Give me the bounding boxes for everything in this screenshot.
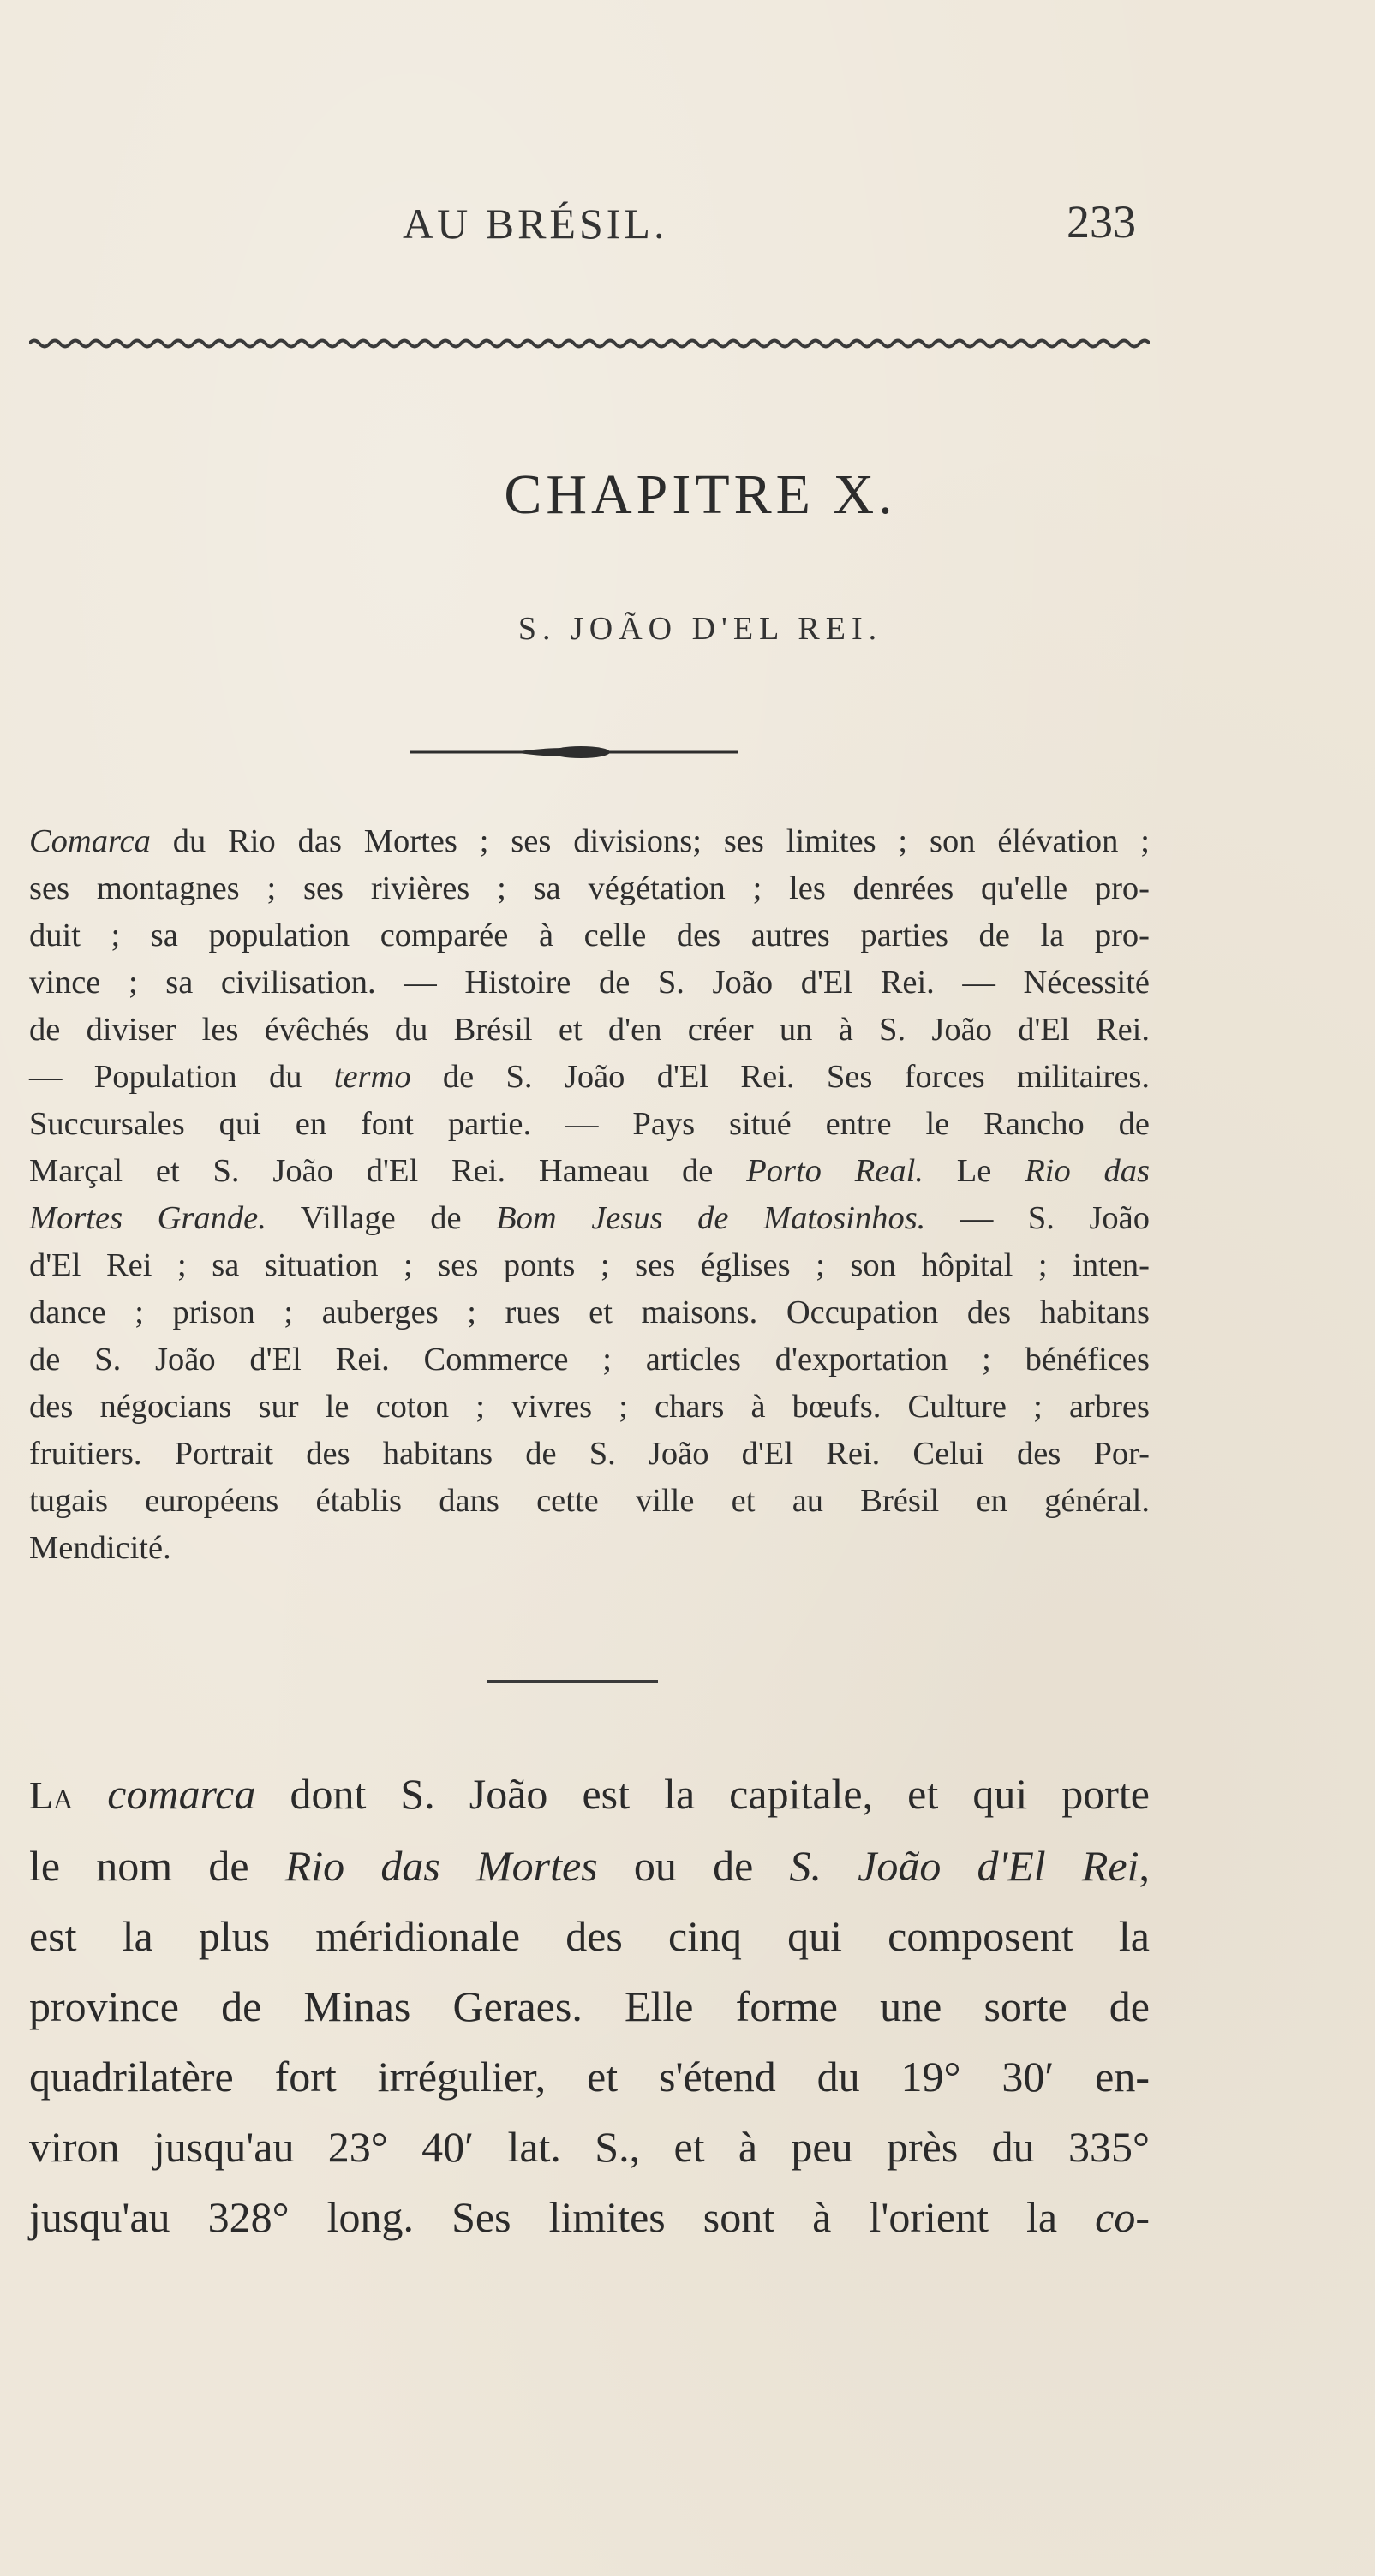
body-line: est la plus méridionale des cinq qui composent la — [29, 1912, 1150, 1960]
running-head: AU BRÉSIL. — [403, 200, 668, 248]
summary-line: des négocians sur le coton ; vivres ; chars à bœufs. Culture ; arbres — [29, 1389, 1150, 1425]
body-line: province de Minas Geraes. Elle forme une sorte de — [29, 1982, 1150, 2030]
chapter-summary — [29, 818, 1150, 1572]
summary-line: d'El Rei ; sa situation ; ses ponts ; ses églises ; son hôpital ; inten- — [29, 1247, 1150, 1283]
body-line: le nom de Rio das Mortes ou de S. João d'El Rei, — [29, 1842, 1150, 1890]
chapter-subtitle: S. JOÃO D'EL REI. — [517, 611, 883, 647]
body-line: La comarca dont S. João est la capitale, et qui porte — [29, 1770, 1150, 1818]
summary-line: — Population du termo de S. João d'El Rei. Ses forces militaires. — [29, 1059, 1150, 1095]
body-line: jusqu'au 328° long. Ses limites sont à l'orient la co- — [29, 2193, 1150, 2241]
summary-line: ses montagnes ; ses rivières ; sa végétation ; les denrées qu'elle pro- — [29, 870, 1150, 906]
ornamental-rule — [29, 336, 1150, 351]
summary-line: Succursales qui en font partie. — Pays situé entre le Rancho de — [29, 1106, 1150, 1142]
summary-line: vince ; sa civilisation. — Histoire de S. João d'El Rei. — Nécessité — [29, 965, 1150, 1001]
summary-line: dance ; prison ; auberges ; rues et maisons. Occupation des habitans — [29, 1294, 1150, 1330]
section-divider — [487, 1680, 658, 1683]
body-text — [29, 1759, 1150, 2252]
body-line: quadrilatère fort irrégulier, et s'étend du 19° 30′ en- — [29, 2053, 1150, 2101]
body-line: viron jusqu'au 23° 40′ lat. S., et à peu près du 335° — [29, 2123, 1150, 2171]
chapter-title: CHAPITRE X. — [504, 463, 897, 526]
summary-line: Marçal et S. João d'El Rei. Hameau de Porto Real. Le Rio das — [29, 1153, 1151, 1189]
swelled-rule — [410, 742, 738, 762]
summary-line: duit ; sa population comparée à celle des autres parties de la pro- — [29, 917, 1150, 953]
summary-line: Mortes Grande. Village de Bom Jesus de Matosinhos. — S. João — [29, 1200, 1151, 1236]
summary-line: fruitiers. Portrait des habitans de S. João d'El Rei. Celui des Por- — [29, 1436, 1150, 1472]
summary-line: de S. João d'El Rei. Commerce ; articles d'exportation ; bénéfices — [29, 1342, 1150, 1378]
summary-line: de diviser les évêchés du Brésil et d'en créer un à S. João d'El Rei. — [29, 1012, 1150, 1048]
summary-line: tugais européens établis dans cette ville et au Brésil en général. — [29, 1483, 1150, 1519]
page-number: 233 — [1067, 196, 1136, 248]
summary-line: Mendicité. — [29, 1530, 171, 1566]
summary-line: Comarca du Rio das Mortes ; ses divisions; ses limites ; son élévation ; — [29, 823, 1150, 859]
